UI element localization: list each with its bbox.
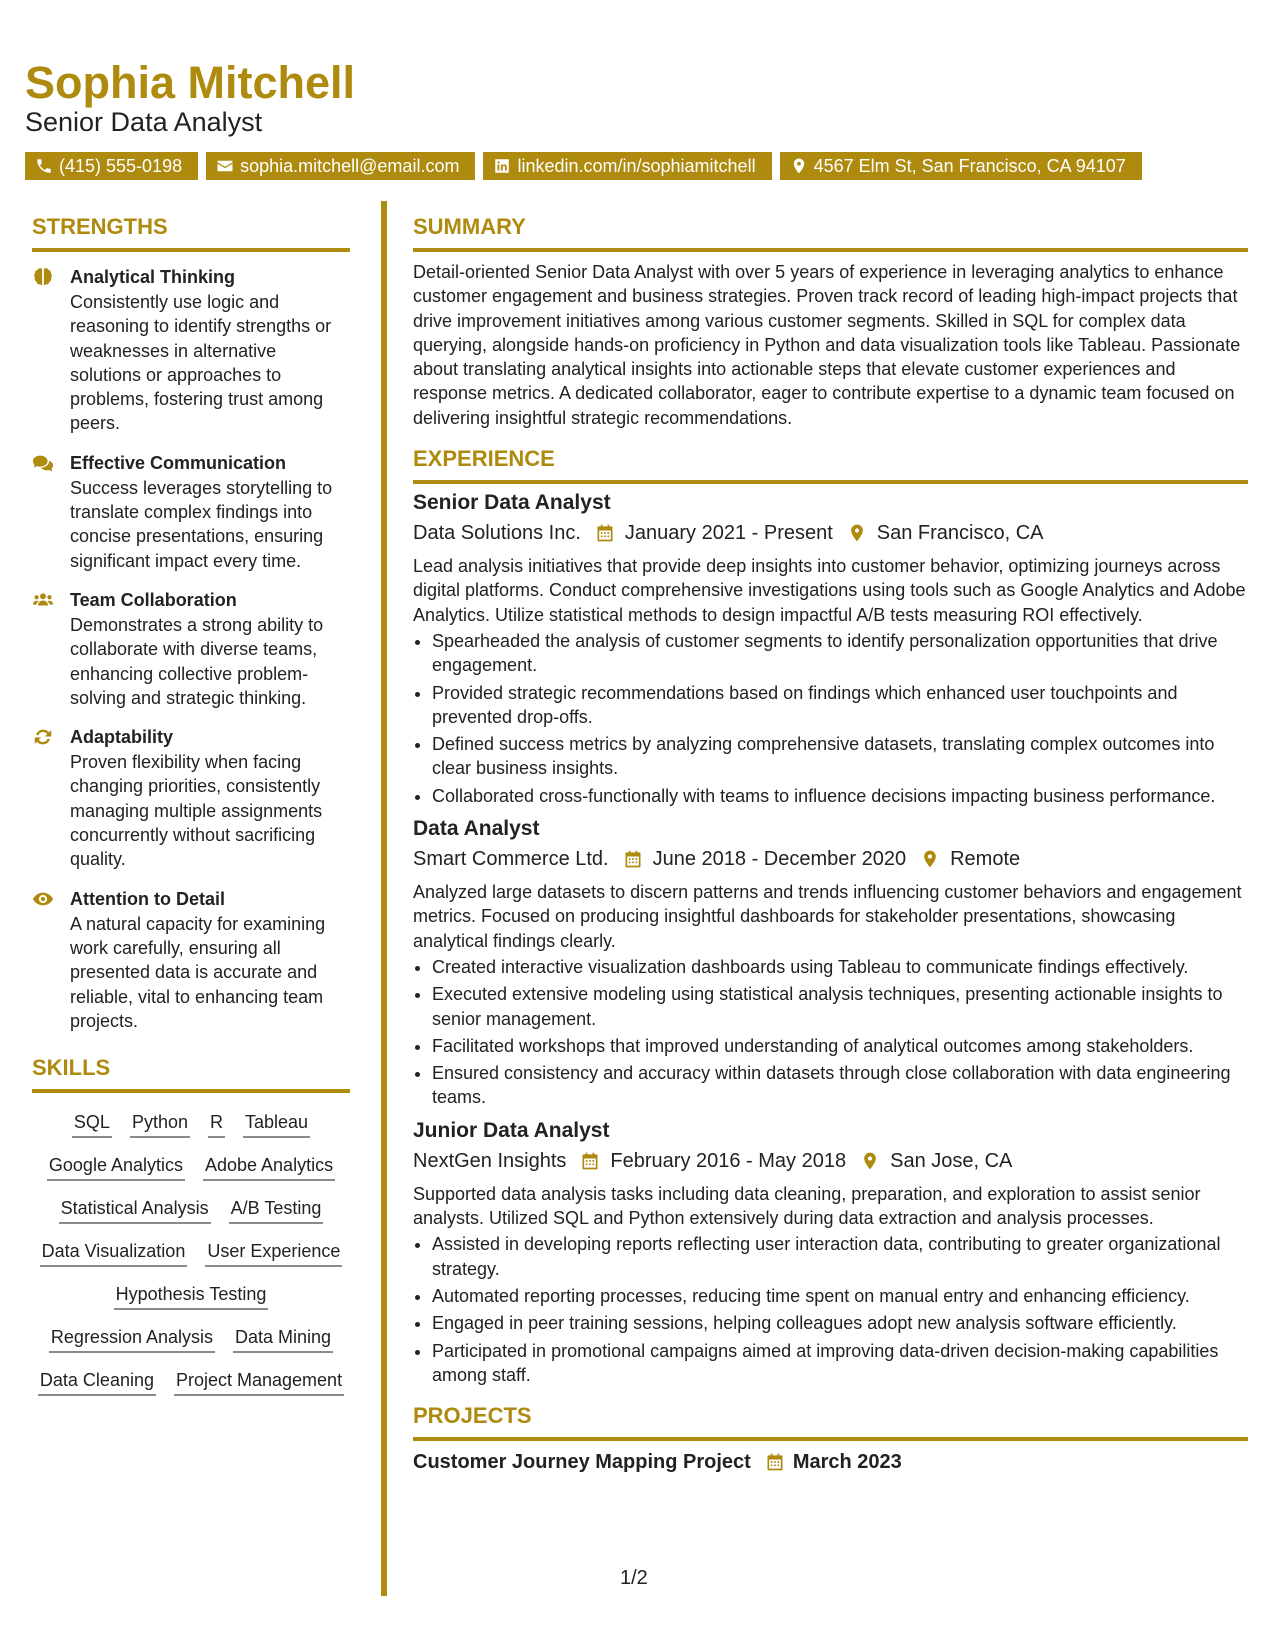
phone-icon [35,157,53,175]
strength-title: Adaptability [70,727,174,748]
strength-item [32,450,350,573]
contact-linkedin-text: linkedin.com/in/sophiamitchell [517,155,756,176]
column-divider [381,201,387,1596]
strength-item [32,724,350,871]
skill-tag: Data Visualization [40,1238,188,1267]
job-meta [413,1146,1248,1176]
job-bullet: • Executed extensive modeling using statistical analysis techniques, presenting actionable insights to senior management. [432,982,1248,1031]
skill-tag: Regression Analysis [49,1324,215,1353]
strength-desc: Consistently use logic and reasoning to identify strengths or weaknesses in alternative solutions or approaches to problems, fostering trust among peers. [70,292,332,434]
job-bullet: • Created interactive visualization dashboards using Tableau to communicate findings effectively. [432,955,1248,979]
right-column [413,212,1248,1477]
job-description: Analyzed large datasets to discern patterns and trends influencing customer behaviors and engagement metrics. Focused on producing insightful dashboards for stakeholder presentations, showcasing analytical findings clearly. [413,882,1242,951]
job-location: San Francisco, CA [876,522,1044,545]
job-bullets [413,629,1248,808]
calendar-icon [765,1452,785,1472]
job-dates: June 2018 - December 2020 [652,848,907,871]
job-bullet: • Ensured consistency and accuracy within datasets through close collaboration with data engineering teams. [432,1061,1248,1110]
experience-title: EXPERIENCE [413,446,555,472]
job-company: Smart Commerce Ltd. [413,848,609,871]
calendar-icon [580,1151,600,1171]
candidate-role: Senior Data Analyst [25,107,263,137]
skill-tag: User Experience [205,1238,342,1267]
skill-tag: Data Cleaning [38,1367,156,1396]
strength-item [32,264,350,436]
strength-desc: Success leverages storytelling to translate complex findings into concise presentations, ensuring significant impact every time. [70,477,333,571]
job-bullet: • Provided strategic recommendations based on findings which enhanced user touchpoints and prevented drop-offs. [432,681,1248,730]
contact-address-text: 4567 Elm St, San Francisco, CA 94107 [813,155,1126,176]
summary-title: SUMMARY [413,214,526,239]
contact-email-text: sophia.mitchell@email.com [240,155,460,176]
skill-tag: Project Management [174,1367,344,1396]
project-entry [413,1447,1248,1477]
job-meta [413,844,1248,874]
job-bullet: • Facilitated workshops that improved understanding of analytical outcomes among stakeholders. [432,1034,1248,1058]
job-bullet: • Participated in promotional campaigns aimed at improving data-driven decision-making capabilities among staff. [432,1339,1248,1388]
page-number: 1/2 [620,1567,648,1589]
skill-tag: Hypothesis Testing [114,1281,269,1310]
skill-tag: Statistical Analysis [59,1195,211,1224]
job-description: Lead analysis initiatives that provide deep insights into customer behavior, optimizing journeys across digital platforms. Conduct comprehensive investigations using tools such as Google Analytics and Adobe Analytics. Utilize statistical methods to design impactful A/B tests measuring ROI effectively. [413,556,1246,625]
job-bullet: • Spearheaded the analysis of customer segments to identify personalization opportunities that drive engagement. [432,629,1248,678]
strength-title: Team Collaboration [70,589,237,610]
contact-linkedin[interactable] [483,152,771,180]
strengths-title: STRENGTHS [32,214,168,239]
project-name: Customer Journey Mapping Project [413,1451,751,1474]
location-icon [920,849,940,869]
skills-title: SKILLS [32,1055,111,1081]
strength-title: Effective Communication [70,452,287,473]
projects-title: PROJECTS [413,1403,532,1429]
skill-tag: A/B Testing [229,1195,324,1224]
location-icon [790,157,808,175]
summary-text: Detail-oriented Senior Data Analyst with over 5 years of experience in leveraging analytics to enhance customer engagement and business strategies. Proven track record of leading high-impact projects that drive improvement initiatives among various customer segments. Skilled in SQL for complex data querying, alongside hands-on proficiency in Python and data visualization tools like Tableau. Passionate about translating analytical insights into actionable steps that elevate customer experiences and response metrics. A dedicated collaborator, eager to contribute expertise to a dynamic team focused on delivering insightful strategic recommendations. [413,262,1241,428]
job-bullet: • Engaged in peer training sessions, helping colleagues adopt new analysis software efficiently. [432,1311,1248,1335]
job-bullet: • Collaborated cross-functionally with teams to influence decisions impacting business performance. [432,784,1248,808]
job-bullet: • Defined success metrics by analyzing comprehensive datasets, translating complex outcomes into clear business insights. [432,732,1248,781]
skill-tag: Google Analytics [47,1152,185,1181]
strength-item [32,886,350,1033]
contact-phone[interactable] [25,152,198,180]
strength-title: Analytical Thinking [70,267,236,287]
linkedin-icon [493,157,511,175]
job-bullets [413,1232,1248,1387]
sync-icon [32,726,54,748]
section-rule [32,248,350,252]
skills-list [32,1105,350,1396]
job-entry [413,1116,1248,1387]
contact-bar [25,152,1142,180]
job-bullet: • Automated reporting processes, reducing time spent on manual entry and enhancing efficiency. [432,1284,1248,1308]
candidate-name: Sophia Mitchell [25,57,356,108]
job-bullet: • Assisted in developing reports reflecting user interaction data, contributing to greater organizational strategy. [432,1232,1248,1281]
skill-tag: R [208,1109,225,1138]
strength-desc: Proven flexibility when facing changing priorities, consistently managing multiple assignments concurrently without sacrificing quality. [70,752,323,870]
strength-desc: A natural capacity for examining work carefully, ensuring all presented data is accurate and reliable, vital to enhancing team projects. [70,913,326,1031]
strength-title: Attention to Detail [70,888,225,909]
section-rule [413,1437,1248,1441]
contact-address[interactable] [780,152,1142,180]
email-icon [216,157,234,175]
skill-tag: Adobe Analytics [203,1152,335,1181]
job-entry [413,814,1248,1110]
strength-desc: Demonstrates a strong ability to collaborate with diverse teams, enhancing collective problem-solving and strategic thinking. [70,614,324,708]
comments-icon [32,452,54,474]
job-company: NextGen Insights [413,1149,567,1172]
job-dates: February 2016 - May 2018 [610,1149,847,1172]
project-date: March 2023 [792,1451,902,1474]
section-rule [32,1089,350,1093]
job-meta [413,518,1248,548]
left-column [32,212,350,1396]
job-company: Data Solutions Inc. [413,522,581,545]
users-icon [32,589,54,611]
job-dates: January 2021 - Present [624,522,833,545]
skill-tag: SQL [72,1109,112,1138]
skill-tag: Python [130,1109,190,1138]
job-title: Junior Data Analyst [413,1118,610,1142]
location-icon [860,1151,880,1171]
section-rule [413,480,1248,484]
location-icon [847,523,867,543]
calendar-icon [623,849,643,869]
skill-tag: Tableau [243,1109,310,1138]
job-location: Remote [950,848,1021,871]
job-location: San Jose, CA [890,1149,1013,1172]
job-description: Supported data analysis tasks including data cleaning, preparation, and exploration to assist senior analysts. Utilized SQL and Python extensively during data extraction and analysis processes. [413,1183,1201,1229]
contact-email[interactable] [206,152,475,180]
skill-tag: Data Mining [233,1324,333,1353]
strength-item [32,587,350,710]
job-title: Data Analyst [413,817,540,841]
brain-icon [32,266,54,288]
job-bullets [413,955,1248,1110]
eye-icon [32,888,54,910]
job-entry [413,488,1248,808]
calendar-icon [595,523,615,543]
section-rule [413,248,1248,252]
job-title: Senior Data Analyst [413,491,611,515]
contact-phone-text: (415) 555-0198 [59,155,183,176]
